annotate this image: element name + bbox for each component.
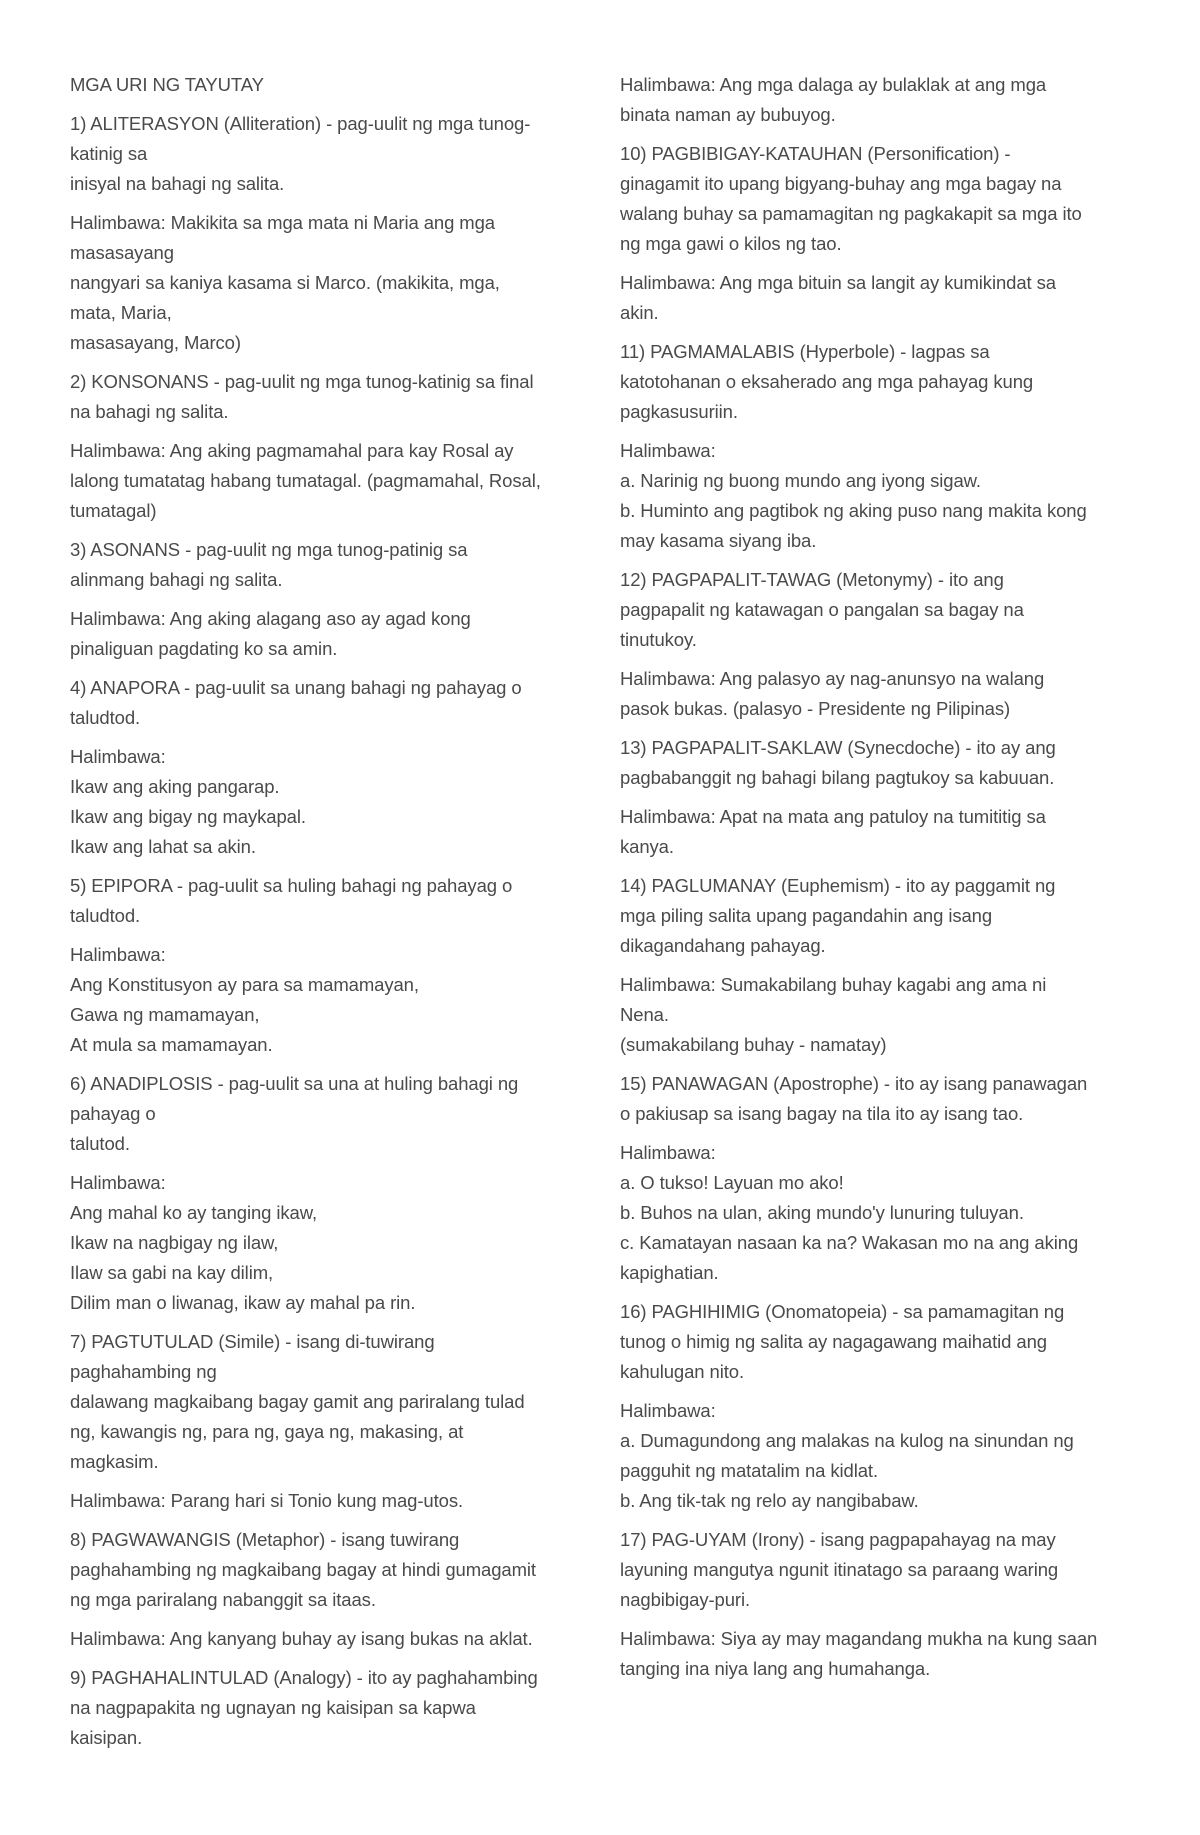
example-konsonans: Halimbawa: Ang aking pagmamahal para kay Rosal ay lalong tumatatag habang tumatagal. (pagmamahal, Rosal, tumatagal)	[70, 440, 541, 521]
example-aliterasyon: Halimbawa: Makikita sa mga mata ni Maria ang mga masasayang nangyari sa kaniya kasama si Marco. (makikita, mga, mata, Maria, masasayang, Marco)	[70, 212, 500, 353]
example-anadiplosis: Halimbawa: Ang mahal ko ay tanging ikaw, Ikaw na nagbigay ng ilaw, Ilaw sa gabi na kay dilim, Dilim man o liwanag, ikaw ay mahal pa rin.	[70, 1172, 416, 1313]
paragraph-paghihimig: 16) PAGHIHIMIG (Onomatopeia) - sa pamamagitan ng tunog o himig ng salita ay nagagawang maihatid ang kahulugan nito.	[620, 1301, 1065, 1382]
example-pagpapalit-saklaw: Halimbawa: Apat na mata ang patuloy na tumititig sa kanya.	[620, 806, 1046, 857]
paragraph-pagpapalit-saklaw: 13) PAGPAPALIT-SAKLAW (Synecdoche) - ito ay ang pagbabanggit ng bahagi bilang pagtukoy sa kabuuan.	[620, 737, 1056, 788]
right-column	[620, 70, 1140, 1693]
left-column	[70, 70, 585, 1762]
paragraph-paglumanay: 14) PAGLUMANAY (Euphemism) - ito ay paggamit ng mga piling salita upang pagandahin ang isang dikagandahang pahayag.	[620, 875, 1056, 956]
paragraph-aliterasyon: 1) ALITERASYON (Alliteration) - pag-uulit ng mga tunog- katinig sa inisyal na bahagi ng salita.	[70, 113, 531, 194]
example-paglumanay: Halimbawa: Sumakabilang buhay kagabi ang ama ni Nena. (sumakabilang buhay - namatay)	[620, 974, 1047, 1055]
example-epipora: Halimbawa: Ang Konstitusyon ay para sa mamamayan, Gawa ng mamamayan, At mula sa mamamayan.	[70, 944, 419, 1055]
document-title: MGA URI NG TAYUTAY	[70, 74, 264, 95]
example-paghihimig: Halimbawa: a. Dumagundong ang malakas na kulog na sinundan ng pagguhit ng matatalim na kidlat. b. Ang tik-tak ng relo ay nangibabaw.	[620, 1400, 1074, 1511]
paragraph-panawagan: 15) PANAWAGAN (Apostrophe) - ito ay isang panawagan o pakiusap sa isang bagay na tila ito ay isang tao.	[620, 1073, 1088, 1124]
paragraph-anadiplosis: 6) ANADIPLOSIS - pag-uulit sa una at huling bahagi ng pahayag o talutod.	[70, 1073, 519, 1154]
paragraph-pagpapalit-tawag: 12) PAGPAPALIT-TAWAG (Metonymy) - ito ang pagpapalit ng katawagan o pangalan sa bagay na tinutukoy.	[620, 569, 1024, 650]
paragraph-anapora: 4) ANAPORA - pag-uulit sa unang bahagi ng pahayag o taludtod.	[70, 677, 522, 728]
example-pagmamalabis: Halimbawa: a. Narinig ng buong mundo ang iyong sigaw. b. Huminto ang pagtibok ng aking puso nang makita kong may kasama siyang iba.	[620, 440, 1087, 551]
paragraph-epipora: 5) EPIPORA - pag-uulit sa huling bahagi ng pahayag o taludtod.	[70, 875, 513, 926]
paragraph-asonans: 3) ASONANS - pag-uulit ng mga tunog-patinig sa alinmang bahagi ng salita.	[70, 539, 468, 590]
paragraph-pag-uyam: 17) PAG-UYAM (Irony) - isang pagpapahayag na may layuning mangutya ngunit itinatago sa paraang waring nagbibigay-puri.	[620, 1529, 1059, 1610]
example-pagtutulad: Halimbawa: Parang hari si Tonio kung mag-utos.	[70, 1490, 464, 1511]
example-anapora: Halimbawa: Ikaw ang aking pangarap. Ikaw ang bigay ng maykapal. Ikaw ang lahat sa akin.	[70, 746, 306, 857]
paragraph-pagbibigay-katauhan: 10) PAGBIBIGAY-KATAUHAN (Personification) - ginagamit ito upang bigyang-buhay ang mga bagay na walang buhay sa pamamagitan ng pagkakapit sa mga ito ng mga gawi o kilos ng tao.	[620, 143, 1082, 254]
example-paghahalintulad: Halimbawa: Ang mga dalaga ay bulaklak at ang mga binata naman ay bubuyog.	[620, 74, 1047, 125]
example-asonans: Halimbawa: Ang aking alagang aso ay agad kong pinaliguan pagdating ko sa amin.	[70, 608, 471, 659]
example-pagwawangis: Halimbawa: Ang kanyang buhay ay isang bukas na aklat.	[70, 1628, 533, 1649]
paragraph-pagtutulad: 7) PAGTUTULAD (Simile) - isang di-tuwirang paghahambing ng dalawang magkaibang bagay gamit ang pariralang tulad ng, kawangis ng, para ng, gaya ng, makasing, at magkasim.	[70, 1331, 525, 1472]
paragraph-paghahalintulad: 9) PAGHAHALINTULAD (Analogy) - ito ay paghahambing na nagpapakita ng ugnayan ng kaisipan sa kapwa kaisipan.	[70, 1667, 538, 1748]
paragraph-konsonans: 2) KONSONANS - pag-uulit ng mga tunog-katinig sa final na bahagi ng salita.	[70, 371, 534, 422]
example-pagpapalit-tawag: Halimbawa: Ang palasyo ay nag-anunsyo na walang pasok bukas. (palasyo - Presidente ng Pilipinas)	[620, 668, 1045, 719]
paragraph-pagmamalabis: 11) PAGMAMALABIS (Hyperbole) - lagpas sa katotohanan o eksaherado ang mga pahayag kung pagkasusuriin.	[620, 341, 1034, 422]
example-pagbibigay-katauhan: Halimbawa: Ang mga bituin sa langit ay kumikindat sa akin.	[620, 272, 1056, 323]
example-pag-uyam: Halimbawa: Siya ay may magandang mukha na kung saan tanging ina niya lang ang humahanga.	[620, 1628, 1098, 1679]
example-panawagan: Halimbawa: a. O tukso! Layuan mo ako! b. Buhos na ulan, aking mundo'y lunuring tuluyan. c. Kamatayan nasaan ka na? Wakasan mo na ang aking kapighatian.	[620, 1142, 1079, 1283]
paragraph-pagwawangis: 8) PAGWAWANGIS (Metaphor) - isang tuwirang paghahambing ng magkaibang bagay at hindi gumagamit ng mga pariralang nabanggit sa itaas.	[70, 1529, 536, 1610]
